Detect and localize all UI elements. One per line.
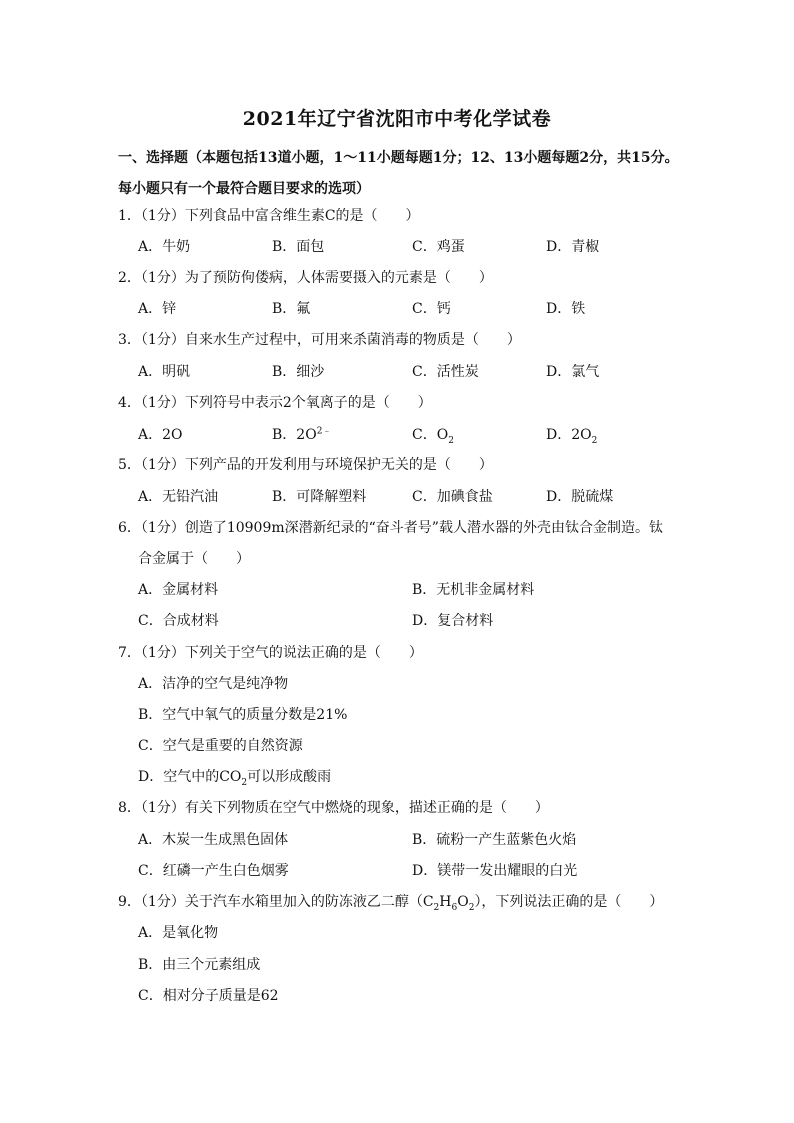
question-4-option-c bbox=[412, 425, 454, 445]
question-6-stem-line2: 合金属于（ ） bbox=[138, 551, 250, 567]
question-8-option-a: A．木炭一生成黑色固体 bbox=[138, 832, 289, 848]
question-2-option-d: D．铁 bbox=[546, 301, 586, 317]
question-6-option-d: D．复合材料 bbox=[412, 613, 494, 629]
question-9-option-a: A．是氧化物 bbox=[138, 925, 219, 941]
question-8-option-c: C．红磷一产生白色烟雾 bbox=[138, 863, 289, 879]
question-9-option-c: C．相对分子质量是62 bbox=[138, 988, 279, 1004]
question-9-stem-text-end: ），下列说法正确的是（ ） bbox=[474, 894, 664, 910]
question-5-option-d: D．脱硫煤 bbox=[546, 489, 614, 505]
question-9-formula-sub3: 2 bbox=[468, 902, 475, 913]
question-8-stem: 8．（1分）有关下列物质在空气中燃烧的现象，描述正确的是（ ） bbox=[118, 800, 549, 816]
page-title: 2021年辽宁省沈阳市中考化学试卷 bbox=[242, 108, 552, 130]
question-9-formula-h: H bbox=[439, 894, 452, 910]
question-4-option-d-subscript: 2 bbox=[591, 435, 598, 446]
question-7-option-c: C．空气是重要的自然资源 bbox=[138, 738, 303, 754]
question-1-option-b: B．面包 bbox=[272, 239, 325, 255]
question-4-option-b-text: B．2O bbox=[272, 427, 317, 443]
section-heading-line1: 一、选择题（本题包括13道小题，1～11小题每题1分；12、13小题每题2分，共15分。 bbox=[118, 150, 679, 166]
question-3-option-b: B．细沙 bbox=[272, 364, 325, 380]
question-1-stem: 1．（1分）下列食品中富含维生素C的是（ ） bbox=[118, 208, 420, 224]
question-2-option-c: C．钙 bbox=[412, 301, 451, 317]
question-3-stem: 3．（1分）自来水生产过程中，可用来杀菌消毒的物质是（ ） bbox=[118, 332, 521, 348]
question-7-option-a: A．洁净的空气是纯净物 bbox=[138, 676, 289, 692]
question-7-option-d-text-end: 可以形成酸雨 bbox=[247, 769, 332, 785]
question-4-option-b bbox=[272, 425, 331, 445]
question-7-option-d bbox=[138, 767, 331, 787]
question-4-option-c-subscript: 2 bbox=[448, 435, 454, 446]
question-3-option-d: D．氯气 bbox=[546, 364, 600, 380]
question-6-stem-line1: 6．（1分）创造了10909m深潜新纪录的“奋斗者号”载人潜水器的外壳由钛合金制造。钛 bbox=[118, 520, 663, 536]
question-7-option-d-subscript: 2 bbox=[241, 777, 248, 788]
question-7-option-b: B．空气中氧气的质量分数是21% bbox=[138, 707, 348, 723]
question-7-option-d-text: D．空气中的CO bbox=[138, 769, 242, 785]
question-5-option-c: C．加碘食盐 bbox=[412, 489, 493, 505]
question-4-option-c-text: C．O bbox=[412, 427, 449, 443]
question-2-option-a: A．锌 bbox=[138, 301, 177, 317]
question-8-option-d: D．镁带一发出耀眼的白光 bbox=[412, 863, 578, 879]
question-1-option-c: C．鸡蛋 bbox=[412, 239, 465, 255]
question-6-option-b: B．无机非金属材料 bbox=[412, 582, 535, 598]
question-1-option-a: A．牛奶 bbox=[138, 239, 191, 255]
question-4-option-d-text: D．2O bbox=[546, 427, 592, 443]
question-3-option-c: C．活性炭 bbox=[412, 364, 479, 380]
question-8-option-b: B．硫粉一产生蓝紫色火焰 bbox=[412, 832, 577, 848]
question-5-option-a: A．无铅汽油 bbox=[138, 489, 219, 505]
question-9-formula-o: O bbox=[457, 894, 469, 910]
question-4-option-d bbox=[546, 425, 597, 445]
question-2-option-b: B．氟 bbox=[272, 301, 311, 317]
question-6-option-c: C．合成材料 bbox=[138, 613, 219, 629]
section-heading-line2: 每小题只有一个最符合题目要求的选项） bbox=[118, 181, 370, 197]
question-5-option-b: B．可降解塑料 bbox=[272, 489, 367, 505]
question-2-stem: 2．（1分）为了预防佝偻病，人体需要摄入的元素是（ ） bbox=[118, 270, 493, 286]
question-9-stem-text: 9．（1分）关于汽车水箱里加入的防冻液乙二醇（C bbox=[118, 894, 434, 910]
question-9-option-b: B．由三个元素组成 bbox=[138, 957, 261, 973]
question-9-stem bbox=[118, 892, 663, 912]
question-6-option-a: A．金属材料 bbox=[138, 582, 219, 598]
question-7-stem: 7．（1分）下列关于空气的说法正确的是（ ） bbox=[118, 645, 423, 661]
question-5-stem: 5．（1分）下列产品的开发利用与环境保护无关的是（ ） bbox=[118, 457, 493, 473]
question-9-formula-sub2: 6 bbox=[451, 902, 458, 913]
question-4-stem: 4．（1分）下列符号中表示2个氧离子的是（ ） bbox=[118, 395, 432, 411]
question-3-option-a: A．明矾 bbox=[138, 364, 191, 380]
question-4-option-b-charge: 2﹣ bbox=[316, 426, 332, 437]
question-9-formula-sub1: 2 bbox=[433, 902, 440, 913]
question-1-option-d: D．青椒 bbox=[546, 239, 600, 255]
question-4-option-a: A．2O bbox=[138, 427, 183, 443]
